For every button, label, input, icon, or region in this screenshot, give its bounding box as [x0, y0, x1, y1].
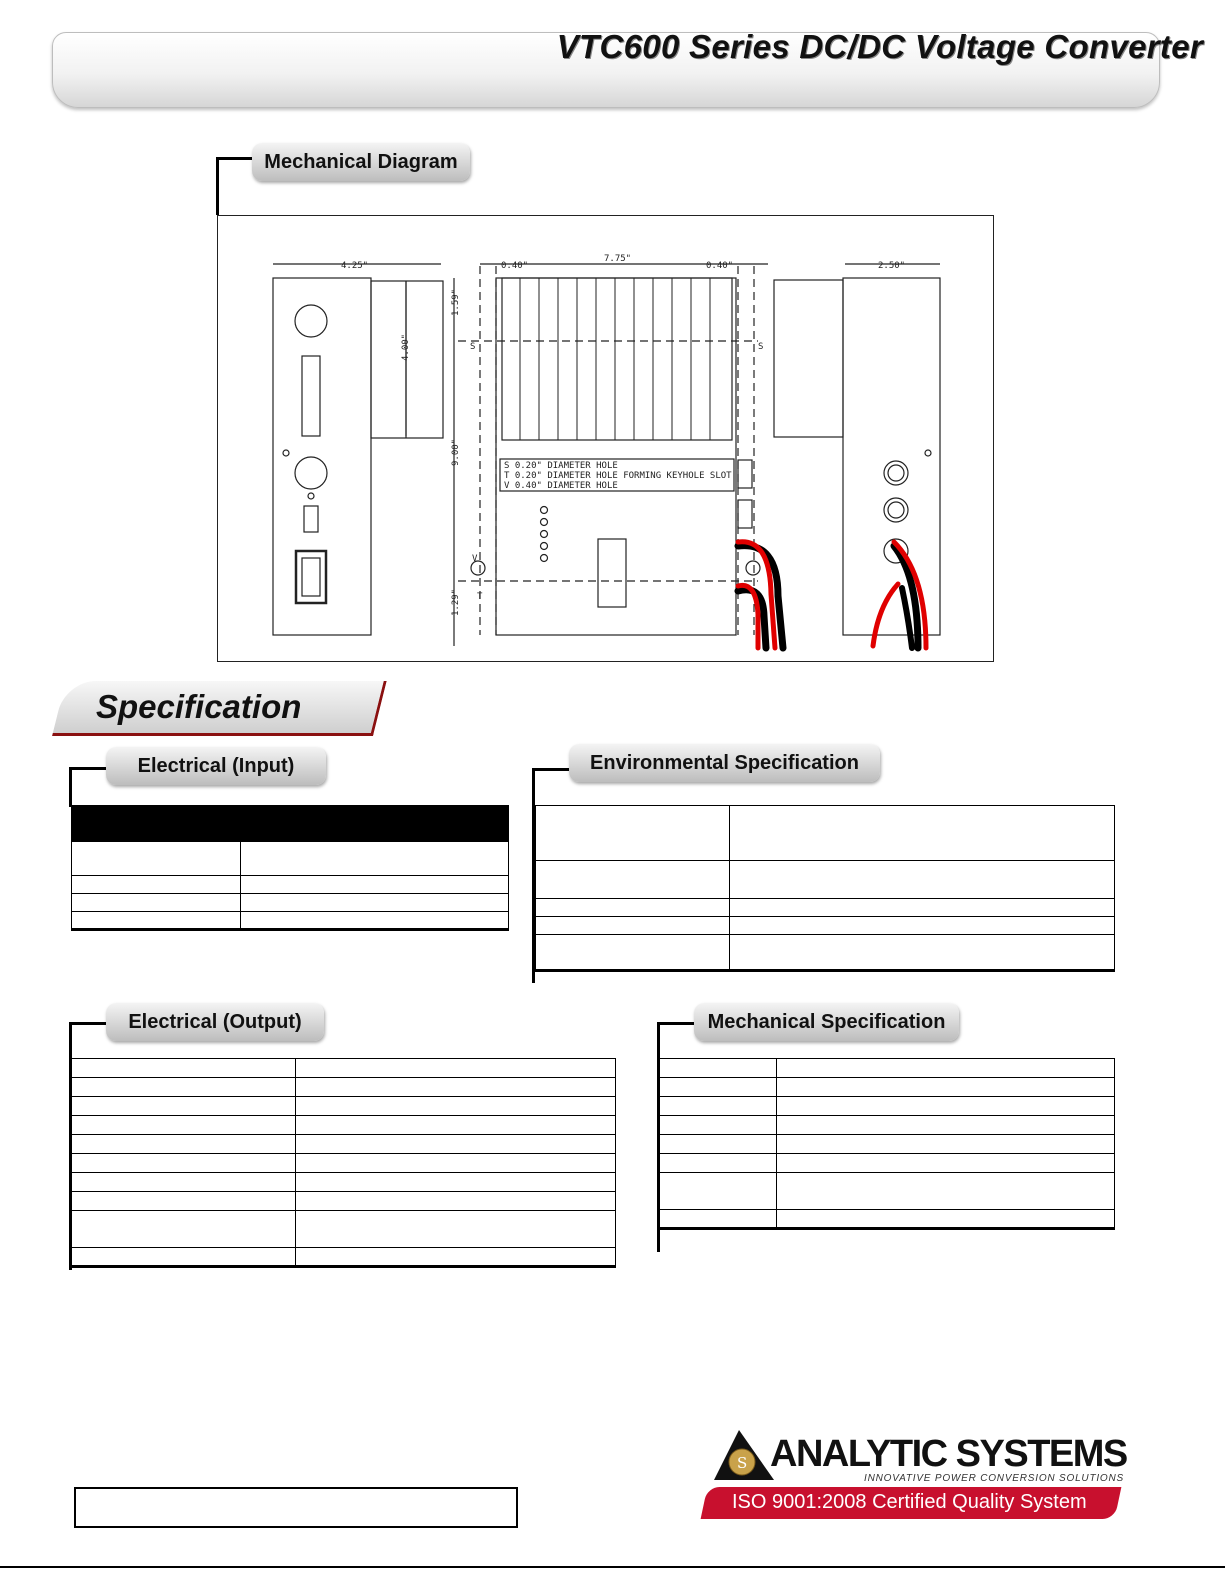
environmental-table [535, 805, 1115, 972]
dim-label-bottom: 1.29" [451, 588, 461, 616]
environmental-tab: Environmental Specification [569, 744, 880, 782]
page-title: VTC600 Series DC/DC Voltage Converter [556, 28, 1203, 65]
output-bracket-top [69, 1022, 107, 1025]
iso-text: ISO 9001:2008 Certified Quality System [732, 1491, 1087, 1513]
logo-tagline: INNOVATIVE POWER CONVERSION SOLUTIONS [864, 1473, 1125, 1484]
legend-line-1: S 0.20" DIAMETER HOLE [504, 461, 618, 471]
legend-line-2: T 0.20" DIAMETER HOLE FORMING KEYHOLE SLOT [504, 471, 732, 481]
environmental-bracket-top [532, 768, 572, 771]
diagram-bracket [216, 157, 219, 215]
dim-label-inner-height: 4.00" [401, 333, 411, 361]
marker-s-right: S [758, 342, 764, 352]
input-bracket [69, 767, 72, 807]
input-bracket-top [69, 767, 107, 770]
electrical-input-tab: Electrical (Input) [106, 747, 326, 785]
dim-label-left-offset: 0.40" [501, 261, 529, 271]
electrical-output-tab: Electrical (Output) [106, 1003, 324, 1041]
specification-heading: Specification [96, 688, 302, 725]
dim-label-main: 7.75" [604, 254, 632, 264]
dim-label-top: 1.59" [451, 288, 461, 316]
marker-s-left: S [470, 342, 476, 352]
mechanical-diagram-tab: Mechanical Diagram [252, 143, 470, 181]
marker-v: V [472, 554, 478, 564]
electrical-input-table [71, 805, 509, 931]
marker-t: T [477, 592, 483, 602]
mechanical-spec-bracket-top [657, 1022, 695, 1025]
heatsink-fins [502, 278, 732, 440]
dim-label-total-height: 9.00" [451, 438, 461, 466]
logo-brand: ANALYTIC SYSTEMS [770, 1433, 1127, 1475]
svg-text:S: S [737, 1454, 748, 1472]
right-inner-block [774, 280, 843, 437]
right-side-panel [843, 278, 940, 635]
left-side-panel [273, 278, 371, 635]
mechanical-spec-table [659, 1058, 1115, 1230]
mechanical-spec-tab: Mechanical Specification [694, 1003, 959, 1041]
electrical-output-table [71, 1058, 616, 1268]
dim-label-right: 2.50" [878, 261, 906, 271]
company-logo [704, 1425, 1127, 1525]
dim-label-side: 4.25" [341, 261, 369, 271]
legend-line-3: V 0.40" DIAMETER HOLE [504, 481, 618, 491]
mechanical-diagram [217, 215, 994, 662]
footer-line [0, 1566, 1225, 1568]
dim-label-right-offset: 0.40" [706, 261, 734, 271]
diagram-bracket-top [216, 157, 254, 160]
footer-box [74, 1487, 518, 1528]
diagram-drawing [218, 216, 993, 661]
